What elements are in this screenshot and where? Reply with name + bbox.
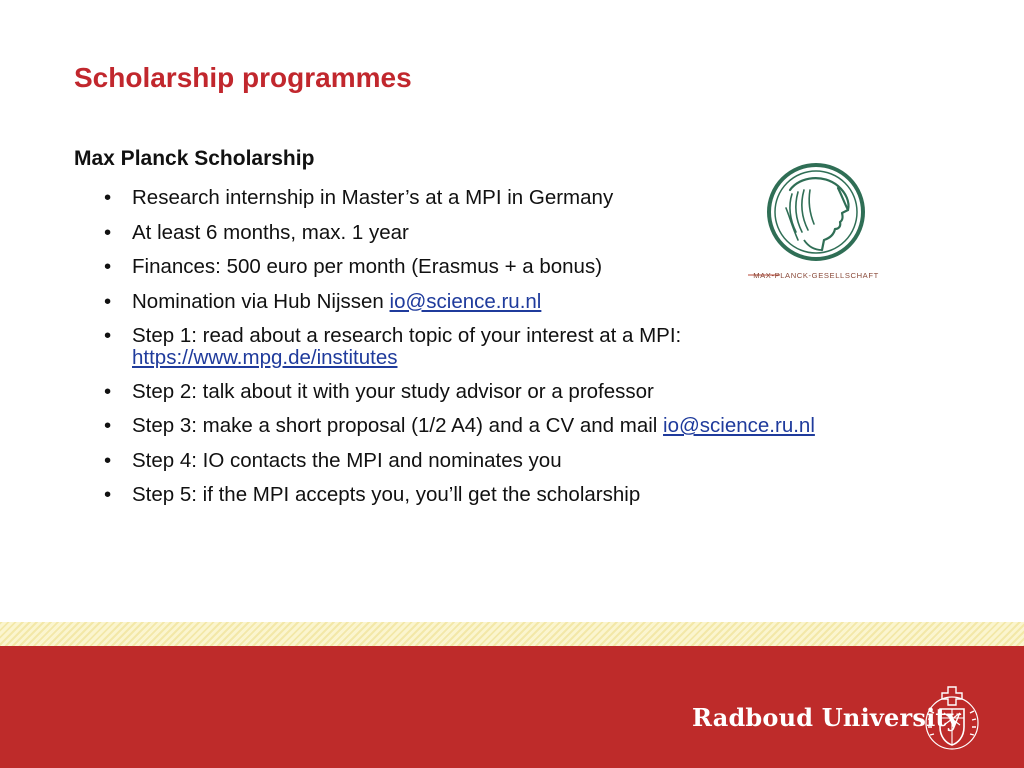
max-planck-logo xyxy=(742,160,890,282)
bullet-text: Step 3: make a short proposal (1/2 A4) and a CV and mail xyxy=(132,414,664,437)
bullet-text: Step 2: talk about it with your study advisor or a professor xyxy=(132,379,654,403)
bullet-item xyxy=(104,375,984,410)
bullet-text: At least 6 months, max. 1 year xyxy=(132,220,409,244)
bullet-text: Step 4: IO contacts the MPI and nominates you xyxy=(132,448,562,472)
bullet-dot: • xyxy=(104,186,112,209)
bullet-dot: • xyxy=(104,448,112,472)
university-name: Radboud University xyxy=(692,703,961,732)
bullet-text: Finances: 500 euro per month (Erasmus + a bonus) xyxy=(132,255,603,278)
bullet-dot: • xyxy=(104,414,112,437)
minerva-face-icon xyxy=(822,188,848,250)
footer-stripe xyxy=(0,622,1024,646)
bullet-dot: • xyxy=(104,324,112,347)
bullet-dot: • xyxy=(104,220,112,244)
bullet-dot: • xyxy=(104,289,112,313)
email-link[interactable]: io@science.ru.nl xyxy=(663,414,815,437)
minerva-hair-icon xyxy=(786,190,814,240)
bullet-text: Step 1: read about a research topic of your interest at a MPI: xyxy=(132,324,682,347)
radboud-seal-icon xyxy=(922,683,982,753)
minerva-neck-icon xyxy=(804,240,822,250)
logo-caption: MAX-PLANCK-GESELLSCHAFT xyxy=(753,271,879,280)
bullet-item xyxy=(104,409,984,444)
bullet-dot: • xyxy=(104,255,112,278)
bullet-dot: • xyxy=(104,483,112,506)
bullet-item xyxy=(104,444,984,479)
bullet-dot: • xyxy=(104,379,112,403)
bullet-item xyxy=(104,478,984,513)
institutes-link[interactable]: https://www.mpg.de/institutes xyxy=(132,345,398,369)
bullet-item xyxy=(104,285,984,320)
scholarship-heading: Max Planck Scholarship xyxy=(74,147,315,170)
email-link[interactable]: io@science.ru.nl xyxy=(389,289,542,313)
bullet-text: Step 5: if the MPI accepts you, you’ll get the scholarship xyxy=(132,483,641,506)
seal-cross-icon xyxy=(942,687,962,705)
slide-title: Scholarship programmes xyxy=(74,62,412,93)
bullet-text: Research internship in Master’s at a MPI in Germany xyxy=(132,186,614,209)
bullet-item xyxy=(104,319,984,369)
bullet-text: Nomination via Hub Nijssen xyxy=(132,289,390,313)
